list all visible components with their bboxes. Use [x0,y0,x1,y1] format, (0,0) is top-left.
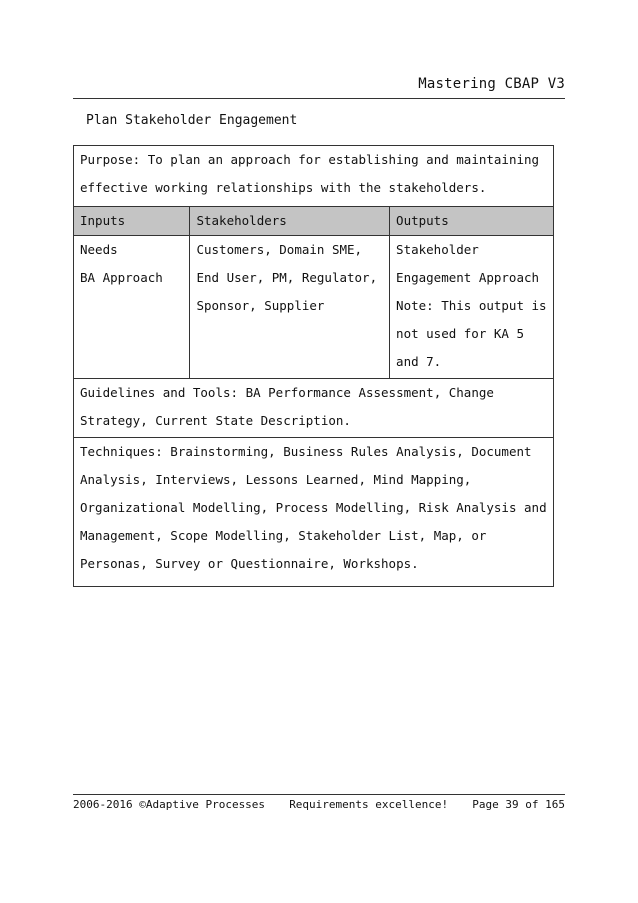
footer-page-number: Page 39 of 165 [472,798,565,811]
output-line: Note: This output is [396,298,547,313]
guidelines-row [74,379,554,438]
stakeholder-line: End User, PM, Regulator, [196,270,378,285]
content-row [74,236,554,379]
guidelines-line: Strategy, Current State Description. [80,413,351,428]
stakeholder-line: Sponsor, Supplier [196,298,325,313]
techniques-line: Personas, Survey or Questionnaire, Workshops. [80,556,419,571]
stakeholder-line: Customers, Domain SME, [196,242,363,257]
techniques-cell [74,438,554,587]
guidelines-line: Guidelines and Tools: BA Performance Assessment, Change [80,385,494,400]
column-header-outputs: Outputs [390,207,554,236]
output-line: Engagement Approach [396,270,540,285]
footer-divider [73,794,565,795]
column-header-row [74,207,554,236]
header-divider [73,98,565,99]
stakeholder-engagement-table [73,145,554,587]
techniques-line: Analysis, Interviews, Lessons Learned, Mind Mapping, [80,472,472,487]
techniques-line: Organizational Modelling, Process Modelling, Risk Analysis and [80,500,547,515]
output-line: Stakeholder [396,242,479,257]
output-line: not used for KA 5 [396,326,524,341]
input-item: Needs [80,242,118,257]
footer-copyright: 2006-2016 ©Adaptive Processes [73,798,266,811]
output-line: and 7. [396,354,442,369]
purpose-cell [74,146,554,207]
column-header-stakeholders: Stakeholders [190,207,390,236]
guidelines-cell [74,379,554,438]
stakeholders-cell [190,236,390,379]
column-header-inputs: Inputs [74,207,190,236]
footer-tagline: Requirements excellence! [289,798,449,811]
techniques-line: Management, Scope Modelling, Stakeholder List, Map, or [80,528,487,543]
techniques-row [74,438,554,587]
input-item: BA Approach [80,270,163,285]
purpose-line: Purpose: To plan an approach for establishing and maintaining [80,152,540,167]
outputs-cell [390,236,554,379]
inputs-cell [74,236,190,379]
page-footer [73,798,565,811]
purpose-row [74,146,554,207]
page-header-title: Mastering CBAP V3 [418,76,565,92]
section-title: Plan Stakeholder Engagement [86,113,298,128]
techniques-line: Techniques: Brainstorming, Business Rules Analysis, Document [80,444,532,459]
purpose-line: effective working relationships with the stakeholders. [80,180,487,195]
